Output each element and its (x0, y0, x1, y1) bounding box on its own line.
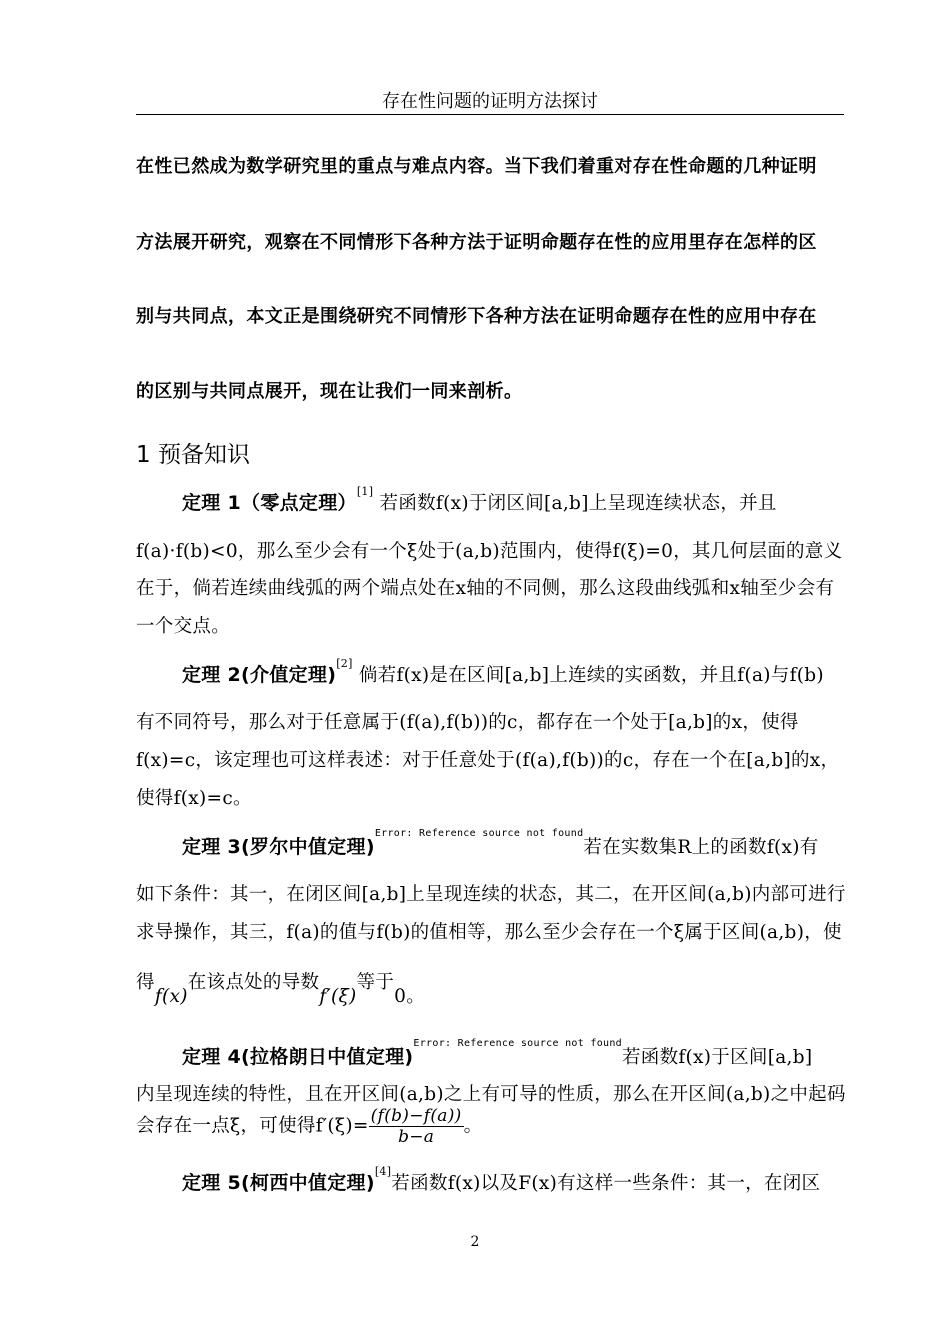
theorem-2-ref: [2] (336, 657, 353, 670)
theorem-4-line-2: 内呈现连续的特性，且在开区间(a,b)之上有可导的性质，那么在开区间(a,b)之中起码 (136, 1084, 846, 1105)
theorem-5-text: 若函数f(x)以及F(x)有这样一些条件：其一，在闭区 (391, 1173, 821, 1194)
theorem-3-zero: 0。 (394, 986, 426, 1007)
theorem-5-ref: [4] (374, 1165, 392, 1178)
theorem-4-fraction (369, 1106, 464, 1147)
theorem-3-fx: f(x) (154, 986, 188, 1007)
theorem-4-text: 若函数f(x)于区间[a,b] (621, 1047, 813, 1068)
theorem-5-label: 定理 5(柯西中值定理) (182, 1172, 375, 1194)
theorem-1-text: 若函数f(x)于闭区间[a,b]上呈现连续状态，并且 (379, 493, 777, 514)
theorem-1-line-3: 在于，倘若连续曲线弧的两个端点处在x轴的不同侧，那么这段曲线弧和x轴至少会有 (136, 578, 835, 599)
theorem-5-line-1 (182, 1165, 902, 1195)
theorem-4-label: 定理 4(拉格朗日中值定理) (182, 1046, 414, 1068)
theorem-3-ref-error: Error: Reference source not found (374, 828, 584, 839)
page-number: 2 (470, 1234, 480, 1250)
theorem-3-line-3: 求导操作，其三，f(a)的值与f(b)的值相等，那么至少会存在一个ξ属于区间(a,b)，使 (136, 922, 842, 943)
intro-line-2: 方法展开研究，观察在不同情形下各种方法于证明命题存在性的应用里存在怎样的区 (136, 232, 817, 253)
theorem-3-line-1 (182, 828, 902, 859)
theorem-4-line-3-b: 。 (463, 1115, 483, 1137)
intro-line-1: 在性已然成为数学研究里的重点与难点内容。当下我们着重对存在性命题的几种证明 (136, 156, 817, 177)
theorem-4-line-3-a: 会存在一点ξ，可使得f′(ξ)= (136, 1115, 369, 1137)
theorem-3-label: 定理 3(罗尔中值定理) (182, 836, 375, 858)
intro-line-4: 的区别与共同点展开，现在让我们一同来剖析。 (136, 381, 523, 402)
theorem-2-text: 倘若f(x)是在区间[a,b]上连续的实函数，并且f(a)与f(b) (358, 665, 824, 686)
running-header: 存在性问题的证明方法探讨 (382, 91, 598, 112)
fraction-denominator: b−a (398, 1127, 435, 1147)
theorem-3-line-4 (136, 968, 856, 1007)
theorem-3-fprime: f′(ξ) (319, 986, 357, 1007)
theorem-3-line-2: 如下条件：其一，在闭区间[a,b]上呈现连续的状态，其二，在开区间(a,b)内部可进行 (136, 884, 846, 905)
theorem-1-label: 定理 1（零点定理） (182, 492, 357, 514)
theorem-4-line-1 (182, 1038, 902, 1069)
theorem-2-line-2: 有不同符号，那么对于任意属于(f(a),f(b))的c，都存在一个处于[a,b]的x，使得 (136, 712, 799, 733)
theorem-2-label: 定理 2(介值定理) (182, 664, 337, 686)
theorem-1-line-1 (182, 485, 902, 515)
theorem-4-ref-error: Error: Reference source not found (413, 1038, 622, 1049)
fraction-numerator: (f(b)−f(a)) (370, 1106, 462, 1126)
theorem-3-text: 若在实数集R上的函数f(x)有 (583, 837, 819, 858)
theorem-4-line-3 (136, 1106, 856, 1147)
theorem-1-ref: [1] (356, 485, 374, 498)
theorem-2-line-1 (182, 657, 902, 687)
theorem-2-line-4: 使得f(x)=c。 (136, 788, 252, 809)
theorem-1-line-2: f(a)·f(b)<0，那么至少会有一个ξ处于(a,b)范围内，使得f(ξ)=0，其几何层面的意义 (136, 541, 843, 562)
header-rule (136, 114, 844, 115)
intro-line-3: 别与共同点，本文正是围绕研究不同情形下各种方法在证明命题存在性的应用中存在 (136, 306, 817, 327)
theorem-3-line-4-c: 在该点处的导数 (187, 972, 320, 993)
section-heading: 1 预备知识 (136, 442, 250, 468)
theorem-3-line-4-e: 等于 (356, 972, 395, 993)
theorem-1-line-4: 一个交点。 (136, 616, 231, 637)
theorem-2-line-3: f(x)=c，该定理也可这样表述：对于任意处于(f(a),f(b))的c，存在一个在[a,b]的x， (136, 750, 840, 771)
theorem-3-line-4-a: 得 (136, 972, 155, 993)
